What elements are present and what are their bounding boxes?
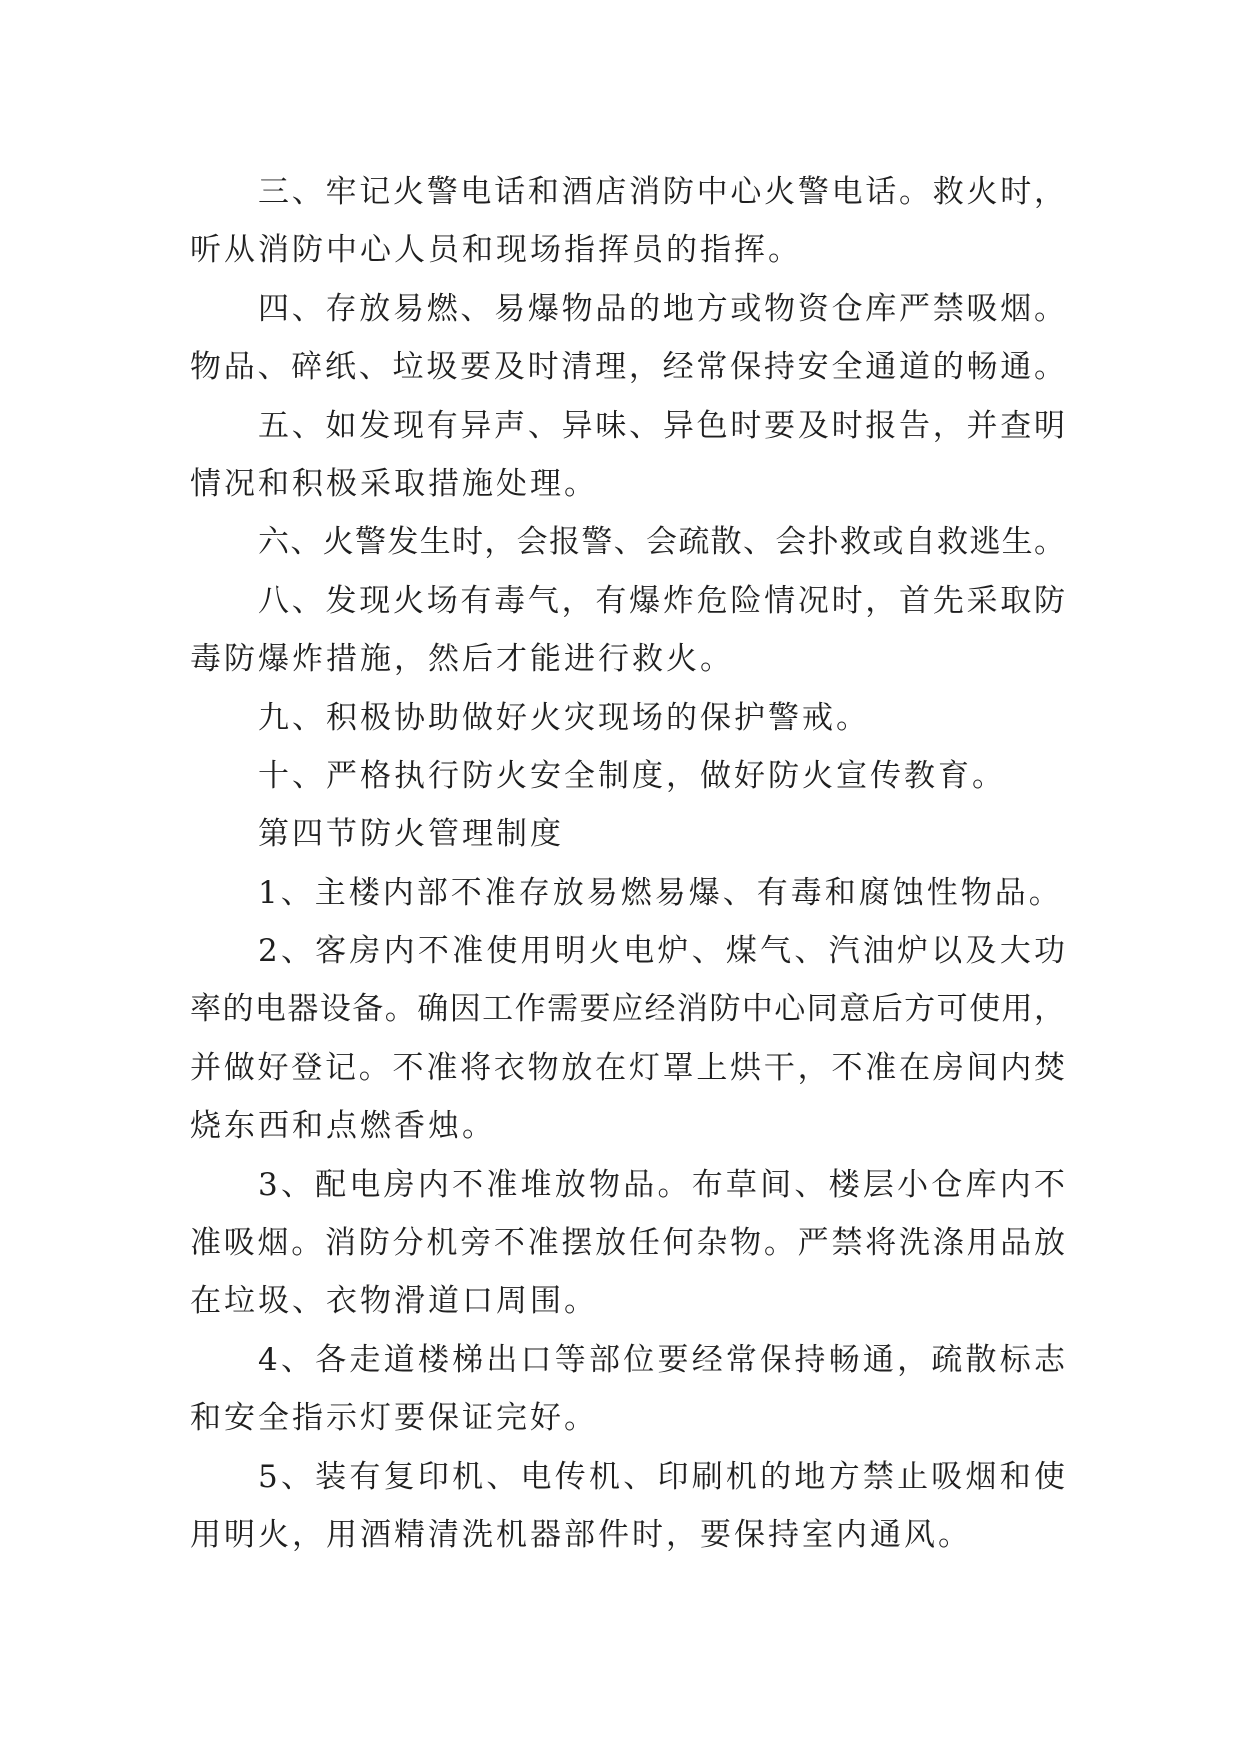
paragraph: [190, 1448, 1065, 1565]
paragraph: [190, 1331, 1065, 1448]
paragraph-line: 并做好登记。不准将衣物放在灯罩上烘干，不准在房间内焚: [190, 1049, 1065, 1086]
paragraph-line: 四、存放易燃、易爆物品的地方或物资仓库严禁吸烟。: [258, 290, 1065, 327]
document-body: [190, 163, 1065, 1564]
paragraph-line: 十、严格执行防火安全制度，做好防火宣传教育。: [258, 757, 1006, 794]
paragraph-line: 1、主楼内部不准存放易燃易爆、有毒和腐蚀性物品。: [258, 874, 1063, 911]
paragraph-line: 听从消防中心人员和现场指挥员的指挥。: [190, 232, 802, 269]
section-heading: 第四节防火管理制度: [258, 816, 564, 853]
paragraph: [190, 864, 1065, 922]
paragraph: [190, 922, 1065, 1156]
paragraph-line: 4、各走道楼梯出口等部位要经常保持畅通，疏散标志: [258, 1341, 1065, 1378]
paragraph-line: 和安全指示灯要保证完好。: [190, 1400, 598, 1437]
paragraph-line: 毒防爆炸措施，然后才能进行救火。: [190, 641, 734, 678]
paragraph: [190, 163, 1065, 280]
paragraph-line: 五、如发现有异声、异味、异色时要及时报告，并查明: [258, 407, 1065, 444]
paragraph-line: 5、装有复印机、电传机、印刷机的地方禁止吸烟和使: [258, 1458, 1065, 1495]
paragraph: [190, 747, 1065, 805]
paragraph-line: 八、发现火场有毒气，有爆炸危险情况时，首先采取防: [258, 582, 1065, 619]
paragraph: [190, 397, 1065, 514]
paragraph-line: 六、火警发生时，会报警、会疏散、会扑救或自救逃生。: [258, 524, 1065, 561]
paragraph: [190, 572, 1065, 689]
paragraph-line: 烧东西和点燃香烛。: [190, 1108, 496, 1145]
paragraph-line: 准吸烟。消防分机旁不准摆放任何杂物。严禁将洗涤用品放: [190, 1225, 1065, 1262]
paragraph-line: 物品、碎纸、垃圾要及时清理，经常保持安全通道的畅通。: [190, 349, 1065, 386]
paragraph-line: 情况和积极采取措施处理。: [190, 465, 598, 502]
paragraph-line: 率的电器设备。确因工作需要应经消防中心同意后方可使用，: [190, 991, 1065, 1028]
paragraph-line: 在垃圾、衣物滑道口周围。: [190, 1283, 598, 1320]
paragraph: [190, 689, 1065, 747]
paragraph-line: 2、客房内不准使用明火电炉、煤气、汽油炉以及大功: [258, 933, 1065, 970]
paragraph-line: 九、积极协助做好火灾现场的保护警戒。: [258, 699, 870, 736]
paragraph-line: 3、配电房内不准堆放物品。布草间、楼层小仓库内不: [258, 1166, 1065, 1203]
paragraph: [190, 280, 1065, 397]
paragraph-line: 用明火，用酒精清洗机器部件时，要保持室内通风。: [190, 1516, 972, 1553]
paragraph: [190, 1156, 1065, 1331]
paragraph: [190, 513, 1065, 571]
paragraph-line: 三、牢记火警电话和酒店消防中心火警电话。救火时，: [258, 174, 1065, 210]
